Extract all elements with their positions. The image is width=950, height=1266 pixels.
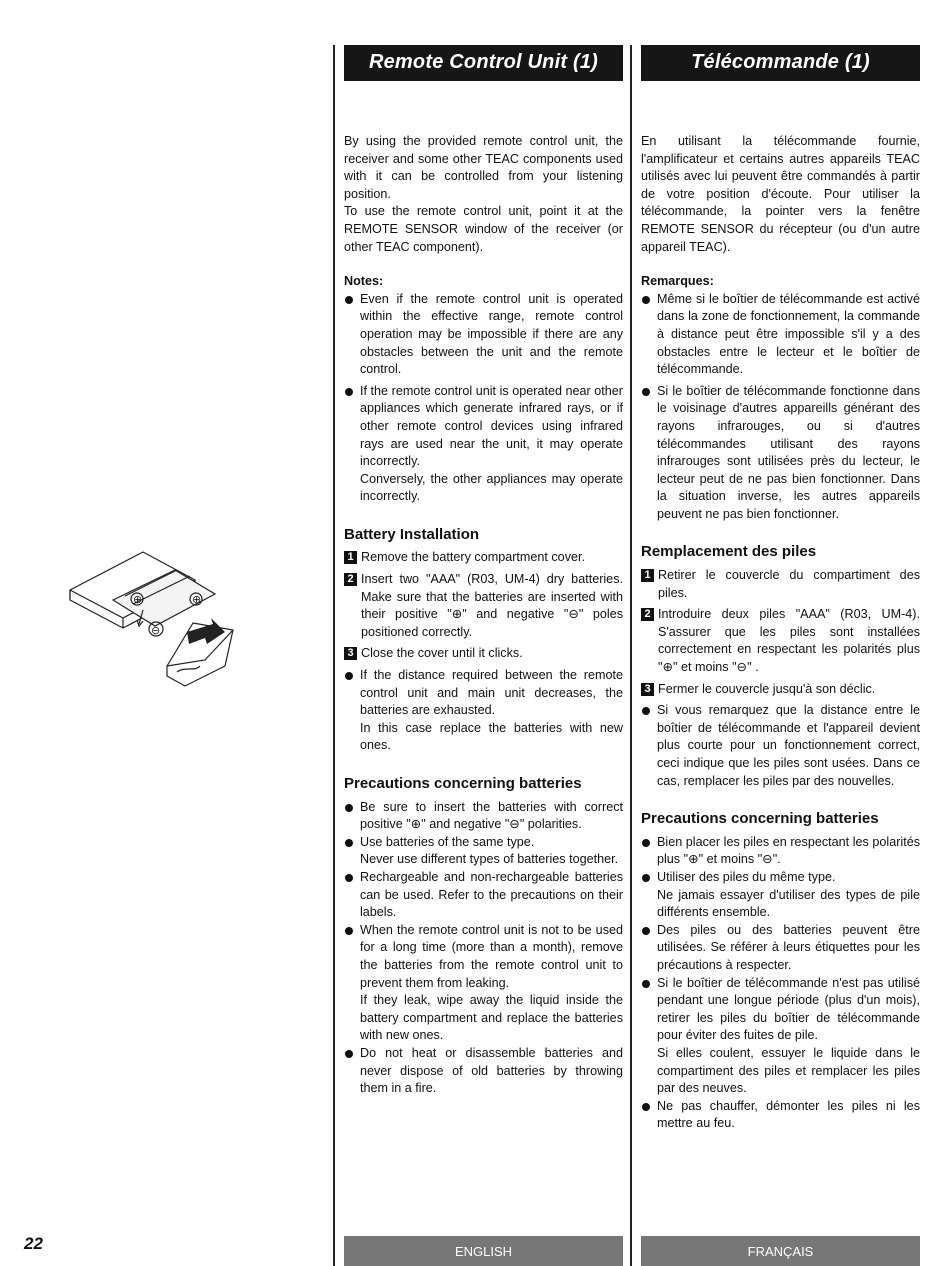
list-item: Utiliser des piles du même type. Ne jamais essayer d'utiliser des types de pile différents ensemble.	[641, 869, 920, 922]
english-column	[344, 45, 623, 1098]
notes-list	[641, 291, 920, 524]
battery-steps	[344, 549, 623, 663]
precautions-list	[641, 834, 920, 1133]
language-tab-french: FRANÇAIS	[641, 1236, 920, 1266]
list-item: Si vous remarquez que la distance entre le boîtier de télécommande et l'appareil devient plus courte pour un fonctionnement correct, ceci indique que les piles sont usées. Dans ce cas, remplacer les piles par des nouvelles.	[641, 702, 920, 790]
language-tab-english: ENGLISH	[344, 1236, 623, 1266]
list-item: When the remote control unit is not to be used for a long time (more than a month), remove the batteries from the remote control unit to prevent them from leaking. If they leak, wipe away the liquid inside the battery compartment and replace the batteries with new ones.	[344, 922, 623, 1045]
notes-label: Notes:	[344, 274, 384, 289]
precautions-heading: Precautions concerning batteries	[641, 810, 879, 828]
list-item: Do not heat or disassemble batteries and never dispose of old batteries by throwing them in a fire.	[344, 1045, 623, 1098]
list-item: Bien placer les piles en respectant les polarités plus "⊕" et moins "⊖".	[641, 834, 920, 869]
step-item: 1 Remove the battery compartment cover.	[344, 549, 623, 567]
intro-english	[344, 133, 623, 256]
list-item: If the distance required between the remote control unit and main unit decreases, the batteries are exhausted. In this case replace the batteries with new ones.	[344, 667, 623, 755]
page-title-french: Télécommande (1)	[641, 45, 920, 81]
column-divider-right	[630, 45, 632, 1266]
french-column	[641, 45, 920, 1133]
remote-battery-installation-illustration	[65, 548, 235, 698]
page-number: 22	[24, 1234, 43, 1253]
notes-list	[344, 291, 623, 506]
svg-text:⊕: ⊕	[192, 593, 202, 606]
step-item: 3 Close the cover until it clicks.	[344, 645, 623, 663]
svg-text:⊕: ⊕	[133, 593, 143, 606]
battery-installation-heading: Battery Installation	[344, 525, 480, 543]
column-divider-left	[333, 45, 335, 1266]
precautions-list	[344, 799, 623, 1098]
battery-note-list	[641, 702, 920, 790]
step-item: 2 Insert two "AAA" (R03, UM-4) dry batteries. Make sure that the batteries are inserted with their positive "⊕" and negative "⊖" poles positioned correctly.	[344, 571, 623, 641]
list-item: Des piles ou des batteries peuvent être utilisées. Se référer à leurs étiquettes pour les précautions à respecter.	[641, 922, 920, 975]
svg-text:⊖: ⊖	[151, 624, 161, 637]
battery-note-list	[344, 667, 623, 755]
intro-paragraph: By using the provided remote control unit, the receiver and some other TEAC components used with it can be controlled from your listening position.	[344, 134, 623, 201]
notes-label: Remarques:	[641, 274, 714, 289]
list-item: Ne pas chauffer, démonter les piles ni les mettre au feu.	[641, 1098, 920, 1133]
step-item: 2 Introduire deux piles "AAA" (R03, UM-4). S'assurer que les piles sont installées correctement en respectant les polarités plus "⊕" et moins "⊖" .	[641, 606, 920, 676]
list-item: If the remote control unit is operated near other appliances which generate infrared rays, or if other remote control devices using infrared rays are used near the unit, it may operate incorrectly. Conversely, the other appliances may operate incorrectly.	[344, 383, 623, 506]
step-item: 1 Retirer le couvercle du compartiment des piles.	[641, 567, 920, 602]
page-title-english: Remote Control Unit (1)	[344, 45, 623, 81]
battery-steps	[641, 567, 920, 698]
battery-installation-heading: Remplacement des piles	[641, 543, 817, 561]
list-item: Rechargeable and non-rechargeable batteries can be used. Refer to the precautions on their labels.	[344, 869, 623, 922]
list-item: Use batteries of the same type. Never use different types of batteries together.	[344, 834, 623, 869]
step-item: 3 Fermer le couvercle jusqu'à son déclic.	[641, 681, 920, 699]
list-item: Si le boîtier de télécommande fonctionne dans le voisinage d'autres appareills générant des rayons infrarouges, ou si d'autres télécommandes utilisant des rayons infrarouges sont utilisées près du lecteur, le lecteur peut de ne pas bien fonctionner. Dans la situation inverse, les autres appareils peuvent ne pas bien fonctionner.	[641, 383, 920, 524]
intro-french	[641, 133, 920, 256]
intro-paragraph: To use the remote control unit, point it at the REMOTE SENSOR window of the receiver (or other TEAC component).	[344, 204, 623, 254]
intro-paragraph: En utilisant la télécommande fournie, l'amplificateur et certains autres appareils TEAC utilisés avec lui peuvent être commandés à partir de votre position d'écoute. Pour utiliser la télécommande, la pointer vers la fenêtre REMOTE SENSOR du récepteur (ou d'un autre appareil TEAC).	[641, 134, 920, 254]
precautions-heading: Precautions concerning batteries	[344, 775, 582, 792]
list-item: Be sure to insert the batteries with correct positive "⊕" and negative "⊖" polarities.	[344, 799, 623, 834]
list-item: Even if the remote control unit is operated within the effective range, remote control operation may be impossible if there are any obstacles between the unit and the remote control.	[344, 291, 623, 379]
list-item: Même si le boîtier de télécommande est activé dans la zone de fonctionnement, la commande à distance peut être impossible s'il y a des obstacles entre le lecteur et le boîtier de télécommande.	[641, 291, 920, 379]
list-item: Si le boîtier de télécommande n'est pas utilisé pendant une longue période (plus d'un mois), retirer les piles du boîtier de télécommande pour éviter des fuites de pile. Si elles coulent, essuyer le liquide dans le compartiment des piles et remplacer les piles par des neuves.	[641, 975, 920, 1098]
